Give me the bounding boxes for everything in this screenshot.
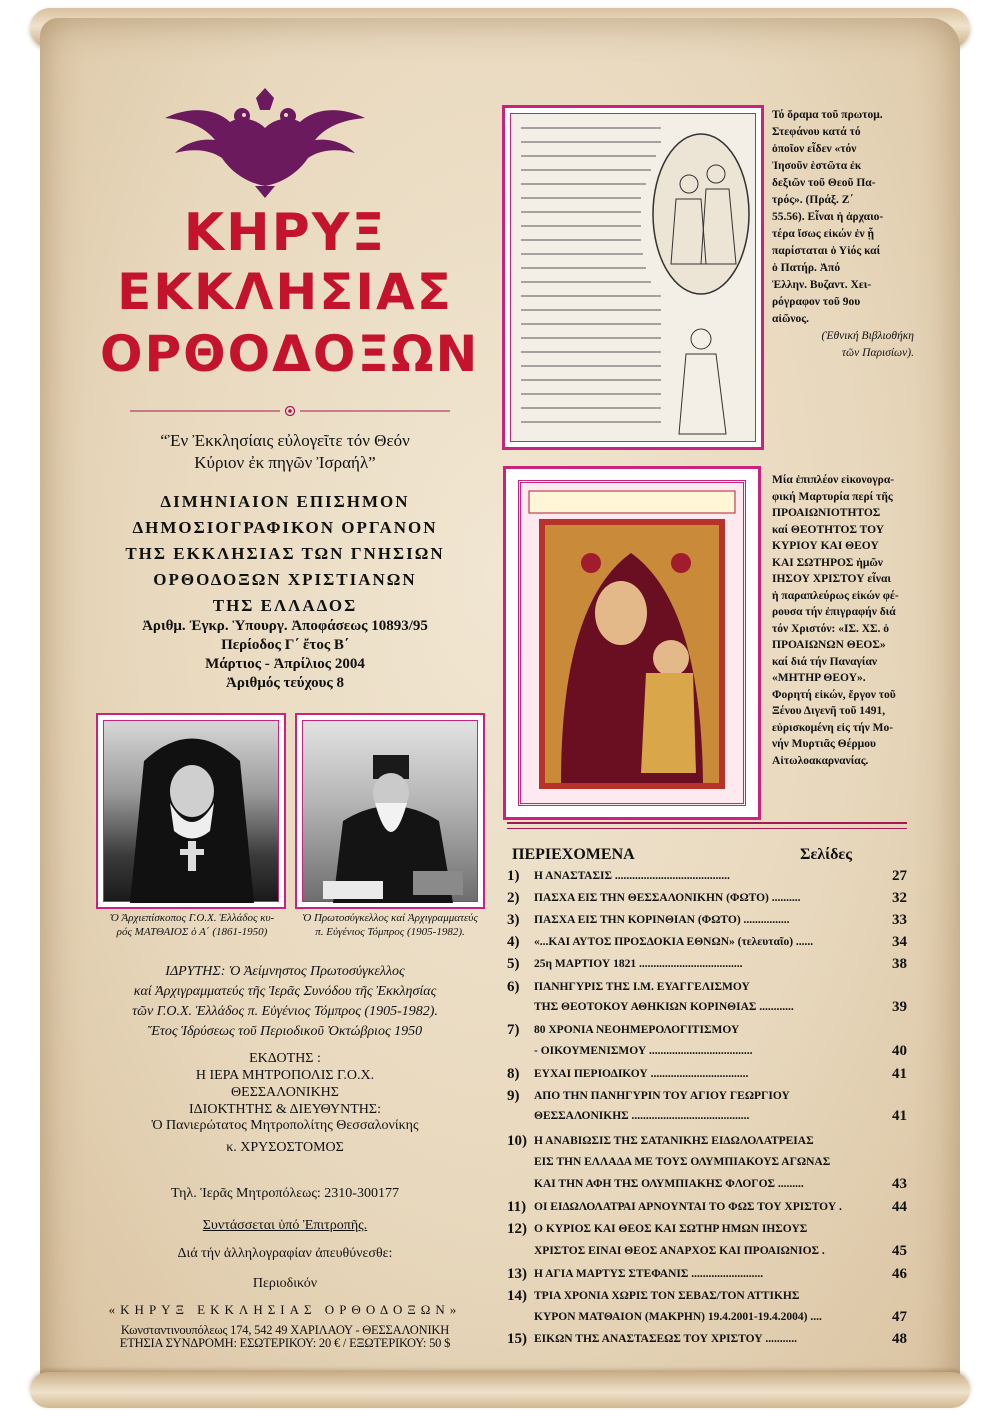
caption-line: Ἰησοῦν ἑστῶτα ἐκ <box>772 160 862 172</box>
toc-item-title: Η ΑΓΙΑ ΜΑΡΤΥΣ ΣΤΕΦΑΝΙΣ ......................... <box>534 1268 764 1280</box>
issue-date: Μάρτιος - Ἀπρίλιος 2004 <box>205 656 365 672</box>
toc-item-number: 1) <box>507 868 520 884</box>
toc-item-title: ΠΑΝΗΓΥΡΙΣ ΤΗΣ Ι.Μ. ΕΥΑΓΓΕΛΙΣΜΟΥ <box>534 981 750 993</box>
toc-item-number: 6) <box>507 979 520 995</box>
toc-item-page: 41 <box>892 1066 907 1082</box>
toc-item-title: ΠΑΣΧΑ ΕΙΣ ΤΗΝ ΚΟΡΙΝΘΙΑΝ (ΦΩΤΟ) ................ <box>534 914 790 926</box>
toc-item-continuation[interactable] <box>507 1108 907 1128</box>
toc-item-number: 4) <box>507 934 520 950</box>
caption-line: «ΜΗΤΗΡ ΘΕΟΥ». <box>772 672 866 684</box>
toc-item[interactable] <box>507 1066 907 1086</box>
manuscript-illustration-icon <box>511 114 755 441</box>
caption-line: ρόγραφον τοῦ 9ου <box>772 296 861 308</box>
toc-item-title: ΑΠΟ ΤΗΝ ΠΑΝΗΓΥΡΙΝ ΤΟΥ ΑΓΙΟΥ ΓΕΩΡΓΙΟΥ <box>534 1090 790 1102</box>
registration-decision: Ἀριθμ. Ἐγκρ. Ὑπουργ. Ἀποφάσεως 10893/95 <box>142 618 428 634</box>
caption-line: δεξιῶν τοῦ Θεοῦ Πα- <box>772 177 876 189</box>
caption-line: φική Μαρτυρία περί τῆς <box>772 490 893 503</box>
caption-line: ἡ παραπλεύρως εἰκών φέ- <box>772 589 899 602</box>
caption-line: παρίσταται ὁ Υἱός καί <box>772 245 881 257</box>
toc-item-title: Η ΑΝΑΒΙΩΣΙΣ ΤΗΣ ΣΑΤΑΝΙΚΗΣ ΕΙΔΩΛΟΛΑΤΡΕΙΑΣ <box>534 1135 814 1147</box>
toc-item-page: 32 <box>892 890 907 906</box>
official-line: ΤΗΣ ΕΛΛΑΔΟΣ <box>212 596 358 615</box>
motto-line: Κύριον ἐκ πηγῶν Ἰσραήλ” <box>194 453 376 472</box>
archbishop-caption <box>92 911 292 939</box>
toc-item-title: ΕΙΚΩΝ ΤΗΣ ΑΝΑΣΤΑΣΕΩΣ ΤΟΥ ΧΡΙΣΤΟΥ ........... <box>534 1333 798 1345</box>
toc-item-page: 33 <box>892 912 907 928</box>
caption-line: ΚΥΡΙΟΥ ΚΑΙ ΘΕΟΥ <box>772 540 879 552</box>
toc-item-number: 9) <box>507 1088 520 1104</box>
toc-item-title: «...ΚΑΙ ΑΥΤΟΣ ΠΡΟΣΔΟΚΙΑ ΕΘΝΩΝ» (τελευταῖο) ...... <box>534 936 814 948</box>
motto-line: “Ἐν Ἐκκλησίαις εὐλογεῖτε τόν Θεόν <box>160 431 410 450</box>
caption-line: ΙΗΣΟΥ ΧΡΙΣΤΟΥ εἶναι <box>772 573 891 585</box>
toc-item-title: ΠΑΣΧΑ ΕΙΣ ΤΗΝ ΘΕΣΣΑΛΟΝΙΚΗΝ (ΦΩΤΟ) .......... <box>534 892 801 904</box>
toc-item-page: 27 <box>892 868 907 884</box>
protosyncellus-figure-icon <box>303 721 479 903</box>
toc-item[interactable] <box>507 934 907 954</box>
registration-info <box>60 617 510 693</box>
toc-item-title: ΤΡΙΑ ΧΡΟΝΙΑ ΧΩΡΙΣ ΤΟΝ ΣΕΒΑΣ/ΤΟΝ ΑΤΤΙΚΗΣ <box>534 1290 800 1302</box>
caption-line: ΚΑΙ ΣΩΤΗΡΟΣ ἡμῶν <box>772 556 883 569</box>
publisher-line: ΙΔΙΟΚΤΗΤΗΣ & ΔΙΕΥΘΥΝΤΗΣ: <box>189 1102 381 1117</box>
toc-item-continuation[interactable] <box>507 1176 907 1196</box>
toc-item-title: ΧΡΙΣΤΟΣ ΕΙΝΑΙ ΘΕΟΣ ΑΝΑΡΧΟΣ ΚΑΙ ΠΡΟΑΙΩΝΙΟΣ . <box>534 1245 825 1257</box>
caption-line: ρός ΜΑΤΘΑΙΟΣ ὁ Α΄ (1861-1950) <box>116 926 268 938</box>
official-organ-heading <box>60 489 510 619</box>
ornament-divider-icon <box>130 406 450 416</box>
toc-item-page: 41 <box>892 1108 907 1124</box>
caption-line: τρός». (Πράξ. Ζ΄ <box>772 194 854 206</box>
toc-item-title: 80 ΧΡΟΝΙΑ ΝΕΟΗΜΕΡΟΛΟΓΙΤΙΣΜΟΥ <box>534 1024 740 1036</box>
toc-item-page: 48 <box>892 1331 907 1347</box>
caption-line: π. Εὐγένιος Τόμπρος (1905-1982). <box>315 926 465 938</box>
toc-item[interactable] <box>507 868 907 888</box>
caption-line: ΠΡΟΑΙΩΝΩΝ ΘΕΟΣ» <box>772 639 886 651</box>
toc-item[interactable] <box>507 1133 907 1153</box>
magazine-name: «ΚΗΡΥΞ ΕΚΚΛΗΣΙΑΣ ΟΡΘΟΔΟΞΩΝ» <box>108 1302 462 1317</box>
toc-item-page: 45 <box>892 1243 907 1259</box>
caption-line: καί διά τήν Παναγίαν <box>772 655 878 668</box>
portrait-photo-protosyncellus <box>295 713 485 909</box>
toc-item-title: ΚΥΡΟΝ ΜΑΤΘΑΙΟΝ (ΜΑΚΡΗΝ) 19.4.2001-19.4.2004) .... <box>534 1311 822 1323</box>
toc-pages-label: Σελίδες <box>800 846 853 863</box>
toc-item-title: Η ΑΝΑΣΤΑΣΙΣ ........................................ <box>534 870 730 882</box>
toc-item-continuation[interactable] <box>507 1154 907 1174</box>
caption-line: ρουσα τήν ἐπιγραφήν διά <box>772 606 896 618</box>
toc-title: ΠΕΡΙΕΧΟΜΕΝΑ <box>512 846 635 863</box>
caption-line: Ξένου Διγενῆ τοῦ 1491, <box>772 705 886 717</box>
toc-item-page: 34 <box>892 934 907 950</box>
metropolitan-line: Ὁ Πανιερώτατος Μητροπολίτης Θεσσαλονίκης <box>151 1118 419 1133</box>
portrait-photo-archbishop <box>96 713 286 909</box>
toc-item-page: 39 <box>892 999 907 1015</box>
toc-item-number: 11) <box>507 1199 527 1215</box>
toc-item-page: 40 <box>892 1043 907 1059</box>
masthead-title-line-1: ΚΗΡΥΞ <box>183 203 387 263</box>
toc-item-title: Ο ΚΥΡΙΟΣ ΚΑΙ ΘΕΟΣ ΚΑΙ ΣΩΤΗΡ ΗΜΩΝ ΙΗΣΟΥΣ <box>534 1223 808 1235</box>
protosyncellus-caption <box>290 911 490 939</box>
caption-line: ὁποῖον εἶδεν «τόν <box>772 143 857 155</box>
toc-item-page: 44 <box>892 1199 907 1215</box>
issue-number: Ἀριθμός τεύχους 8 <box>226 675 344 691</box>
founder-line: καί Ἀρχιγραμματεύς τῆς Ἱερᾶς Συνόδου τῆς Ἐκκλησίας <box>133 984 437 999</box>
caption-line: ΠΡΟΑΙΩΝΙΟΤΗΤΟΣ <box>772 507 881 519</box>
postal-address: Κωνσταντινουπόλεως 174, 542 49 ΧΑΡΙΛΑΟΥ - ΘΕΣΣΑΛΟΝΙΚΗ <box>120 1323 450 1337</box>
toc-item-number: 5) <box>507 956 520 972</box>
caption-line: Αἰτωλοακαρνανίας. <box>772 754 869 767</box>
caption-line: Ὁ Πρωτοσύγκελλος καί Ἀρχιγραμματεύς <box>302 912 478 924</box>
toc-item[interactable] <box>507 1221 907 1241</box>
toc-item[interactable] <box>507 1331 907 1351</box>
toc-item-number: 15) <box>507 1331 527 1347</box>
official-line: ΤΗΣ ΕΚΚΛΗΣΙΑΣ ΤΩΝ ΓΝΗΣΙΩΝ <box>125 544 445 563</box>
caption-source: (Ἐθνική Βιβλιοθήκη <box>821 330 914 342</box>
caption-line: τόν Χριστόν: «ΙΣ. ΧΣ. ὁ <box>772 622 890 635</box>
theotokos-icon <box>521 483 743 803</box>
registration-period: Περίοδος Γ΄ ἔτος Β΄ <box>221 637 349 653</box>
official-line: ΔΗΜΟΣΙΟΓΡΑΦΙΚΟΝ ΟΡΓΑΝΟΝ <box>132 518 438 537</box>
toc-item[interactable] <box>507 1288 907 1308</box>
toc-item-continuation[interactable] <box>507 1243 907 1263</box>
toc-item-page: 46 <box>892 1266 907 1282</box>
archbishop-figure-icon <box>104 721 280 903</box>
toc-item[interactable] <box>507 979 907 999</box>
metropolitan-line: κ. ΧΡΥΣΟΣΤΟΜΟΣ <box>226 1140 344 1155</box>
toc-item-number: 7) <box>507 1022 520 1038</box>
publisher-line: ΕΚΔΟΤΗΣ : <box>249 1051 321 1066</box>
caption-line: Ἑλλην. Βυζαντ. Χει- <box>772 279 872 291</box>
manuscript-image <box>502 105 764 450</box>
toc-item-title: ΚΑΙ ΤΗΝ ΑΦΗ ΤΗΣ ΟΛΥΜΠΙΑΚΗΣ ΦΛΟΓΟΣ ......... <box>534 1178 804 1190</box>
founder-line: τῶν Γ.Ο.Χ. Ἑλλάδος π. Εὐγένιος Τόμπρος (1905-1982). <box>132 1004 438 1019</box>
caption-line: ὁ Πατήρ. Ἀπό <box>772 262 841 274</box>
compiled-by: Συντάσσεται ὑπό Ἐπιτροπῆς. <box>202 1218 368 1233</box>
toc-item-number: 8) <box>507 1066 520 1082</box>
caption-line: αἰῶνος. <box>772 313 810 325</box>
toc-item-continuation[interactable] <box>507 1309 907 1329</box>
toc-item-page: 43 <box>892 1176 907 1192</box>
toc-item[interactable] <box>507 912 907 932</box>
toc-item[interactable] <box>507 956 907 976</box>
toc-item-title: 25η ΜΑΡΤΙΟΥ 1821 .................................... <box>534 958 743 970</box>
publisher-line: ΘΕΣΣΑΛΟΝΙΚΗΣ <box>231 1085 339 1100</box>
masthead-title-line-3: ΟΡΘΟΔΟΞΩΝ <box>100 325 480 383</box>
toc-item-title: - ΟΙΚΟΥΜΕΝΙΣΜΟΥ .................................... <box>534 1045 753 1057</box>
metropolitan-info <box>70 1115 500 1159</box>
toc-top-rule <box>507 822 907 824</box>
toc-top-rule-thin <box>507 828 907 829</box>
toc-item[interactable] <box>507 1266 907 1286</box>
icon-caption <box>772 472 914 769</box>
toc-item-page: 38 <box>892 956 907 972</box>
founder-info <box>70 962 500 1042</box>
toc-item-number: 3) <box>507 912 520 928</box>
official-line: ΔΙΜΗΝΙΑΙΟΝ ΕΠΙΣΗΜΟΝ <box>160 492 410 511</box>
subscription-info: ΕΤΗΣΙΑ ΣΥΝΔΡΟΜΗ: ΕΣΩΤΕΡΙΚΟΥ: 20 € / ΕΞΩΤΕΡΙΚΟΥ: 50 $ <box>119 1336 451 1350</box>
founder-line: Ἔτος Ἱδρύσεως τοῦ Περιοδικοῦ Ὀκτώβριος 1950 <box>147 1024 423 1039</box>
masthead-title-line-2: ΕΚΚΛΗΣΙΑΣ <box>117 263 453 321</box>
caption-line: τέρα ἴσως εἰκών ἐν ᾗ <box>772 228 875 240</box>
toc-item[interactable] <box>507 1022 907 1042</box>
toc-item-title: ΘΕΣΣΑΛΟΝΙΚΗΣ ......................................... <box>534 1110 750 1122</box>
icon-inner-frame <box>518 480 746 806</box>
periodical-label: Περιοδικόν <box>252 1276 318 1291</box>
correspondence-note: Διά τήν ἀλληλογραφίαν ἀπευθύνεσθε: <box>177 1246 393 1261</box>
caption-line: Στεφάνου κατά τό <box>772 126 861 138</box>
phone-number: Τηλ. Ἱερᾶς Μητροπόλεως: 2310-300177 <box>171 1186 399 1201</box>
toc-item-continuation[interactable] <box>507 999 907 1019</box>
toc-item-number: 13) <box>507 1266 527 1282</box>
publisher-line: Η ΙΕΡΑ ΜΗΤΡΟΠΟΛΙΣ Γ.Ο.Χ. <box>195 1068 375 1083</box>
caption-line: νήν Μυρτιᾶς Θέρμου <box>772 738 876 750</box>
publisher-info <box>70 1050 500 1118</box>
manuscript-caption <box>772 107 914 362</box>
toc-item-continuation[interactable] <box>507 1043 907 1063</box>
toc-item-page: 47 <box>892 1309 907 1325</box>
toc-item-title: ΕΙΣ ΤΗΝ ΕΛΛΑΔΑ ΜΕ ΤΟΥΣ ΟΛΥΜΠΙΑΚΟΥΣ ΑΓΩΝΑΣ <box>534 1156 831 1168</box>
toc-item-title: ΤΗΣ ΘΕΟΤΟΚΟΥ ΑΘΗΚΙΩΝ ΚΟΡΙΝΘΙΑΣ ............ <box>534 1001 794 1013</box>
official-line: ΟΡΘΟΔΟΞΩΝ ΧΡΙΣΤΙΑΝΩΝ <box>153 570 417 589</box>
double-headed-eagle-icon <box>160 88 370 198</box>
scroll-bottom-roll <box>30 1372 970 1408</box>
caption-line: Μία ἐπιπλέον εἰκονογρα- <box>772 474 895 486</box>
caption-line: Τό ὅραμα τοῦ πρωτομ. <box>772 109 883 121</box>
toc-item-number: 2) <box>507 890 520 906</box>
caption-line: καί ΘΕΟΤΗΤΟΣ ΤΟΥ <box>772 523 885 536</box>
caption-line: 55.56). Εἶναι ἡ ἀρχαιο- <box>772 211 884 223</box>
toc-item[interactable] <box>507 1088 907 1108</box>
caption-source: τῶν Παρισίων). <box>841 347 914 359</box>
motto <box>70 430 500 474</box>
toc-item-number: 12) <box>507 1221 527 1237</box>
toc-item-title: ΕΥΧΑΙ ΠΕΡΙΟΔΙΚΟΥ .................................. <box>534 1068 749 1080</box>
caption-line: εὑρισκομένη εἰς τήν Μο- <box>772 721 894 734</box>
founder-line: ΙΔΡΥΤΗΣ: Ὁ Ἀείμνηστος Πρωτοσύγκελλος <box>165 964 405 979</box>
toc-item-title: ΟΙ ΕΙΔΩΛΟΛΑΤΡΑΙ ΑΡΝΟΥΝΤΑΙ ΤΟ ΦΩΣ ΤΟΥ ΧΡΙΣΤΟΥ . <box>534 1201 842 1213</box>
caption-line: Ὁ Ἀρχιεπίσκοπος Γ.Ο.Χ. Ἑλλάδος κυ- <box>109 912 275 924</box>
toc-item-number: 10) <box>507 1133 527 1149</box>
address-block <box>55 1324 515 1350</box>
toc-item-number: 14) <box>507 1288 527 1304</box>
toc-item[interactable] <box>507 1199 907 1219</box>
caption-line: Φορητή εἰκών, ἔργον τοῦ <box>772 688 896 701</box>
toc-item[interactable] <box>507 890 907 910</box>
